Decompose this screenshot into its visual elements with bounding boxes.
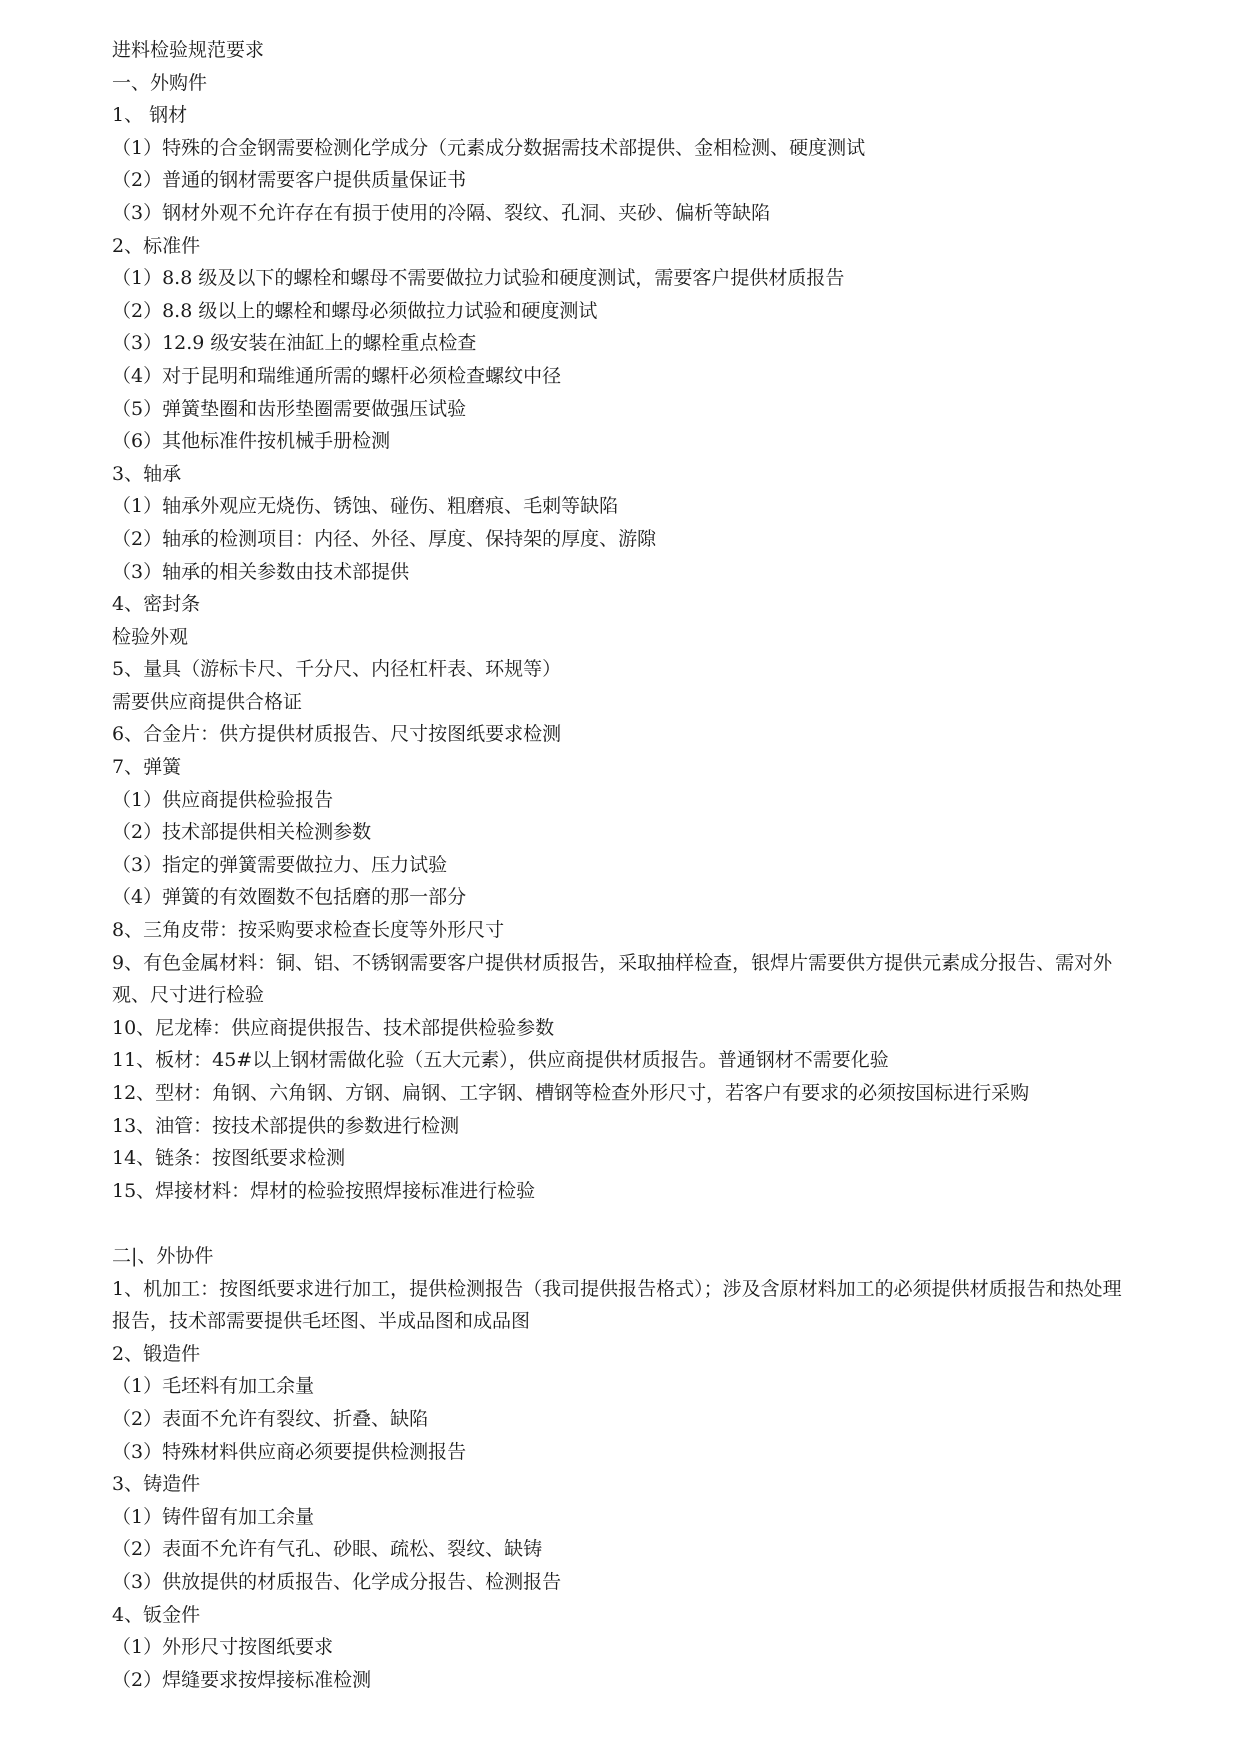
casting-req-1: （1）铸件留有加工余量 <box>112 1505 315 1528</box>
standard-req-2: （2）8.8 级以上的螺栓和螺母必须做拉力试验和硬度测试 <box>112 299 598 322</box>
item-v-belt: 8、三角皮带：按采购要求检查长度等外形尺寸 <box>112 919 505 942</box>
gauges-req: 需要供应商提供合格证 <box>112 690 303 713</box>
sheet-metal-req-2: （2）焊缝要求按焊接标准检测 <box>112 1668 372 1691</box>
seal-strip-req: 检验外观 <box>112 625 189 648</box>
spring-req-1: （1）供应商提供检验报告 <box>112 788 334 811</box>
item-casting: 3、铸造件 <box>112 1473 201 1496</box>
item-machining: 1、机加工：按图纸要求进行加工，提供检测报告（我司提供报告格式）；涉及含原材料加工的必须提供材质报告和热处理报告，技术部需要提供毛坯图、半成品图和成品图 <box>112 1277 1122 1333</box>
standard-req-3: （3）12.9 级安装在油缸上的螺栓重点检查 <box>112 332 477 355</box>
item-steel: 1、 钢材 <box>112 104 188 127</box>
sheet-metal-req-1: （1）外形尺寸按图纸要求 <box>112 1636 334 1659</box>
spring-req-4: （4）弹簧的有效圈数不包括磨的那一部分 <box>112 886 467 909</box>
spring-req-2: （2）技术部提供相关检测参数 <box>112 821 372 844</box>
casting-req-2: （2）表面不允许有气孔、砂眼、疏松、裂纹、缺铸 <box>112 1538 543 1561</box>
item-forging: 2、锻造件 <box>112 1342 201 1365</box>
forging-req-3: （3）特殊材料供应商必须要提供检测报告 <box>112 1440 467 1463</box>
item-plate: 11、板材：45#以上钢材需做化验（五大元素），供应商提供材质报告。普通钢材不需要化验 <box>112 1049 889 1072</box>
document-title: 进料检验规范要求 <box>112 39 265 61</box>
steel-req-2: （2）普通的钢材需要客户提供质量保证书 <box>112 169 467 192</box>
item-nonferrous-metal: 9、有色金属材料：铜、铝、不锈钢需要客户提供材质报告，采取抽样检查，银焊片需要供方提供元素成分报告、需对外观、尺寸进行检验 <box>112 951 1113 1007</box>
document-body <box>112 34 1132 1696</box>
item-sheet-metal: 4、钣金件 <box>112 1603 201 1626</box>
item-gauges: 5、量具（游标卡尺、千分尺、内径杠杆表、环规等） <box>112 658 562 681</box>
standard-req-4: （4）对于昆明和瑞维通所需的螺杆必须检查螺纹中径 <box>112 364 562 387</box>
item-nylon-rod: 10、尼龙棒：供应商提供报告、技术部提供检验参数 <box>112 1016 555 1039</box>
item-seal-strip: 4、密封条 <box>112 593 201 616</box>
bearing-req-1: （1）轴承外观应无烧伤、锈蚀、碰伤、粗磨痕、毛刺等缺陷 <box>112 495 619 518</box>
forging-req-1: （1）毛坯料有加工余量 <box>112 1375 315 1398</box>
standard-req-1: （1）8.8 级及以下的螺栓和螺母不需要做拉力试验和硬度测试，需要客户提供材质报告 <box>112 267 845 290</box>
item-spring: 7、弹簧 <box>112 756 182 779</box>
casting-req-3: （3）供放提供的材质报告、化学成分报告、检测报告 <box>112 1570 562 1593</box>
standard-req-5: （5）弹簧垫圈和齿形垫圈需要做强压试验 <box>112 397 467 420</box>
steel-req-3: （3）钢材外观不允许存在有损于使用的冷隔、裂纹、孔洞、夹砂、偏析等缺陷 <box>112 201 771 224</box>
item-oil-pipe: 13、油管：按技术部提供的参数进行检测 <box>112 1114 460 1137</box>
forging-req-2: （2）表面不允许有裂纹、折叠、缺陷 <box>112 1407 429 1430</box>
section-heading-purchased-parts: 一、外购件 <box>112 71 208 94</box>
standard-req-6: （6）其他标准件按机械手册检测 <box>112 430 391 453</box>
item-alloy-sheet: 6、合金片：供方提供材质报告、尺寸按图纸要求检测 <box>112 723 562 746</box>
item-profile: 12、型材：角钢、六角钢、方钢、扁钢、工字钢、槽钢等检查外形尺寸，若客户有要求的必须按国标进行采购 <box>112 1082 1030 1104</box>
section-heading-outsourced-parts: 二|、外协件 <box>112 1244 214 1267</box>
item-standard-parts: 2、标准件 <box>112 234 201 257</box>
steel-req-1: （1）特殊的合金钢需要检测化学成分（元素成分数据需技术部提供、金相检测、硬度测试 <box>112 136 866 159</box>
bearing-req-2: （2）轴承的检测项目：内径、外径、厚度、保持架的厚度、游隙 <box>112 527 657 550</box>
item-chain: 14、链条：按图纸要求检测 <box>112 1147 346 1170</box>
item-bearing: 3、轴承 <box>112 462 182 485</box>
section-spacer <box>112 1207 1132 1240</box>
spring-req-3: （3）指定的弹簧需要做拉力、压力试验 <box>112 853 448 876</box>
bearing-req-3: （3）轴承的相关参数由技术部提供 <box>112 560 410 583</box>
item-welding-material: 15、焊接材料：焊材的检验按照焊接标准进行检验 <box>112 1179 536 1202</box>
